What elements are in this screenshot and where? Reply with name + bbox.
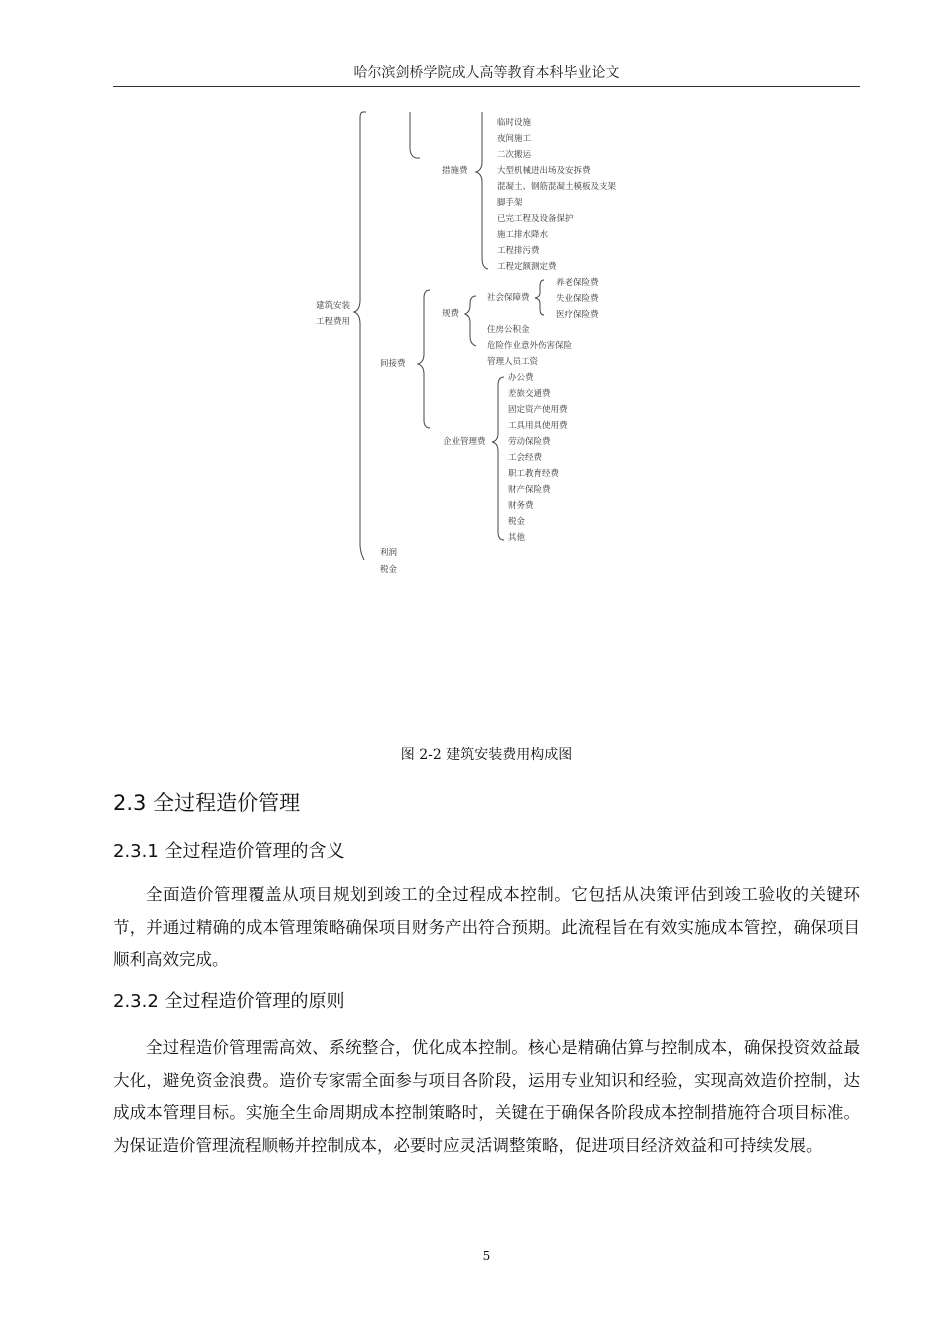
fees-item: 住房公积金 [487,325,530,335]
indirect-label: 间接费 [380,359,406,369]
cost-structure-diagram [300,100,660,580]
measures-label: 措施费 [442,166,468,176]
fees-label: 规费 [442,309,460,319]
figure-caption: 图 2-2 建筑安装费用构成图 [400,747,573,763]
measures-item: 已完工程及设备保护 [497,214,574,224]
management-item: 工具用具使用费 [508,421,568,431]
social-label: 社会保障费 [487,293,530,303]
management-items [508,372,568,543]
management-staff-label: 管理人员工资 [487,357,539,367]
management-item: 固定资产使用费 [508,405,568,415]
indirect-brace [418,290,430,428]
paragraph-2: 全过程造价管理需高效、系统整合，优化成本控制。核心是精确估算与控制成本，确保投资效益最大化，避免资金浪费。造价专家需全面参与项目各阶段，运用专业知识和经验，实现高效造价控制，达成成本管理目标。实施全生命周期成本控制策略时，关键在于确保各阶段成本控制措施符合项目标准。为保证造价管理流程顺畅并控制成本，必要时应灵活调整策略，促进项目经济效益和可持续发展。 [113,1038,860,1155]
section-heading: 2.3 全过程造价管理 [113,791,301,815]
management-brace [492,377,504,540]
management-item: 办公费 [508,373,534,383]
measures-item: 大型机械进出场及安拆费 [497,166,591,176]
management-label: 企业管理费 [443,437,486,447]
root-brace [354,112,366,560]
social-item: 失业保险费 [556,294,599,304]
measures-brace [476,112,488,269]
page-number: 5 [482,1249,491,1263]
measures-items [497,117,617,272]
measures-item: 混凝土、钢筋混凝土模板及支架 [497,182,617,192]
fees-brace [465,296,476,346]
running-header: 哈尔滨剑桥学院成人高等教育本科毕业论文 [353,65,620,81]
measures-item: 夜间施工 [497,134,532,144]
management-item: 财产保险费 [508,485,551,495]
social-item: 养老保险费 [556,278,599,288]
management-item: 财务费 [508,501,534,511]
direct-brace-stub [410,112,420,158]
subsection-heading-1: 2.3.1 全过程造价管理的含义 [113,841,345,862]
management-item: 职工教育经费 [508,469,560,479]
management-item: 税金 [508,517,526,527]
root-label-line: 建筑安装 [316,301,351,311]
fees-items [487,324,573,351]
social-items [556,277,599,320]
root-label-line1 [316,300,351,327]
measures-item: 施工排水降水 [497,230,549,240]
measures-item: 工程定额测定费 [497,262,557,272]
profit-label: 利润 [380,548,398,558]
root-label-line: 工程费用 [316,317,351,327]
management-item: 劳动保险费 [508,437,551,447]
tax-label: 税金 [380,565,398,575]
social-item: 医疗保险费 [556,310,599,320]
fees-item: 危险作业意外伤害保险 [487,341,573,351]
subsection-heading-2: 2.3.2 全过程造价管理的原则 [113,991,345,1012]
paragraph-1: 全面造价管理覆盖从项目规划到竣工的全过程成本控制。它包括从决策评估到竣工验收的关键环节，并通过精确的成本管理策略确保项目财务产出符合预期。此流程旨在有效实施成本管控，确保项目顺利高效完成。 [113,885,860,969]
measures-item: 临时设施 [497,118,532,128]
management-item: 差旅交通费 [508,389,551,399]
measures-item: 脚手架 [497,198,523,208]
header-rule [113,86,860,87]
measures-item: 二次搬运 [497,150,532,160]
management-item: 工会经费 [508,453,543,463]
measures-item: 工程排污费 [497,246,540,256]
management-item: 其他 [508,533,526,543]
social-brace [535,280,544,315]
